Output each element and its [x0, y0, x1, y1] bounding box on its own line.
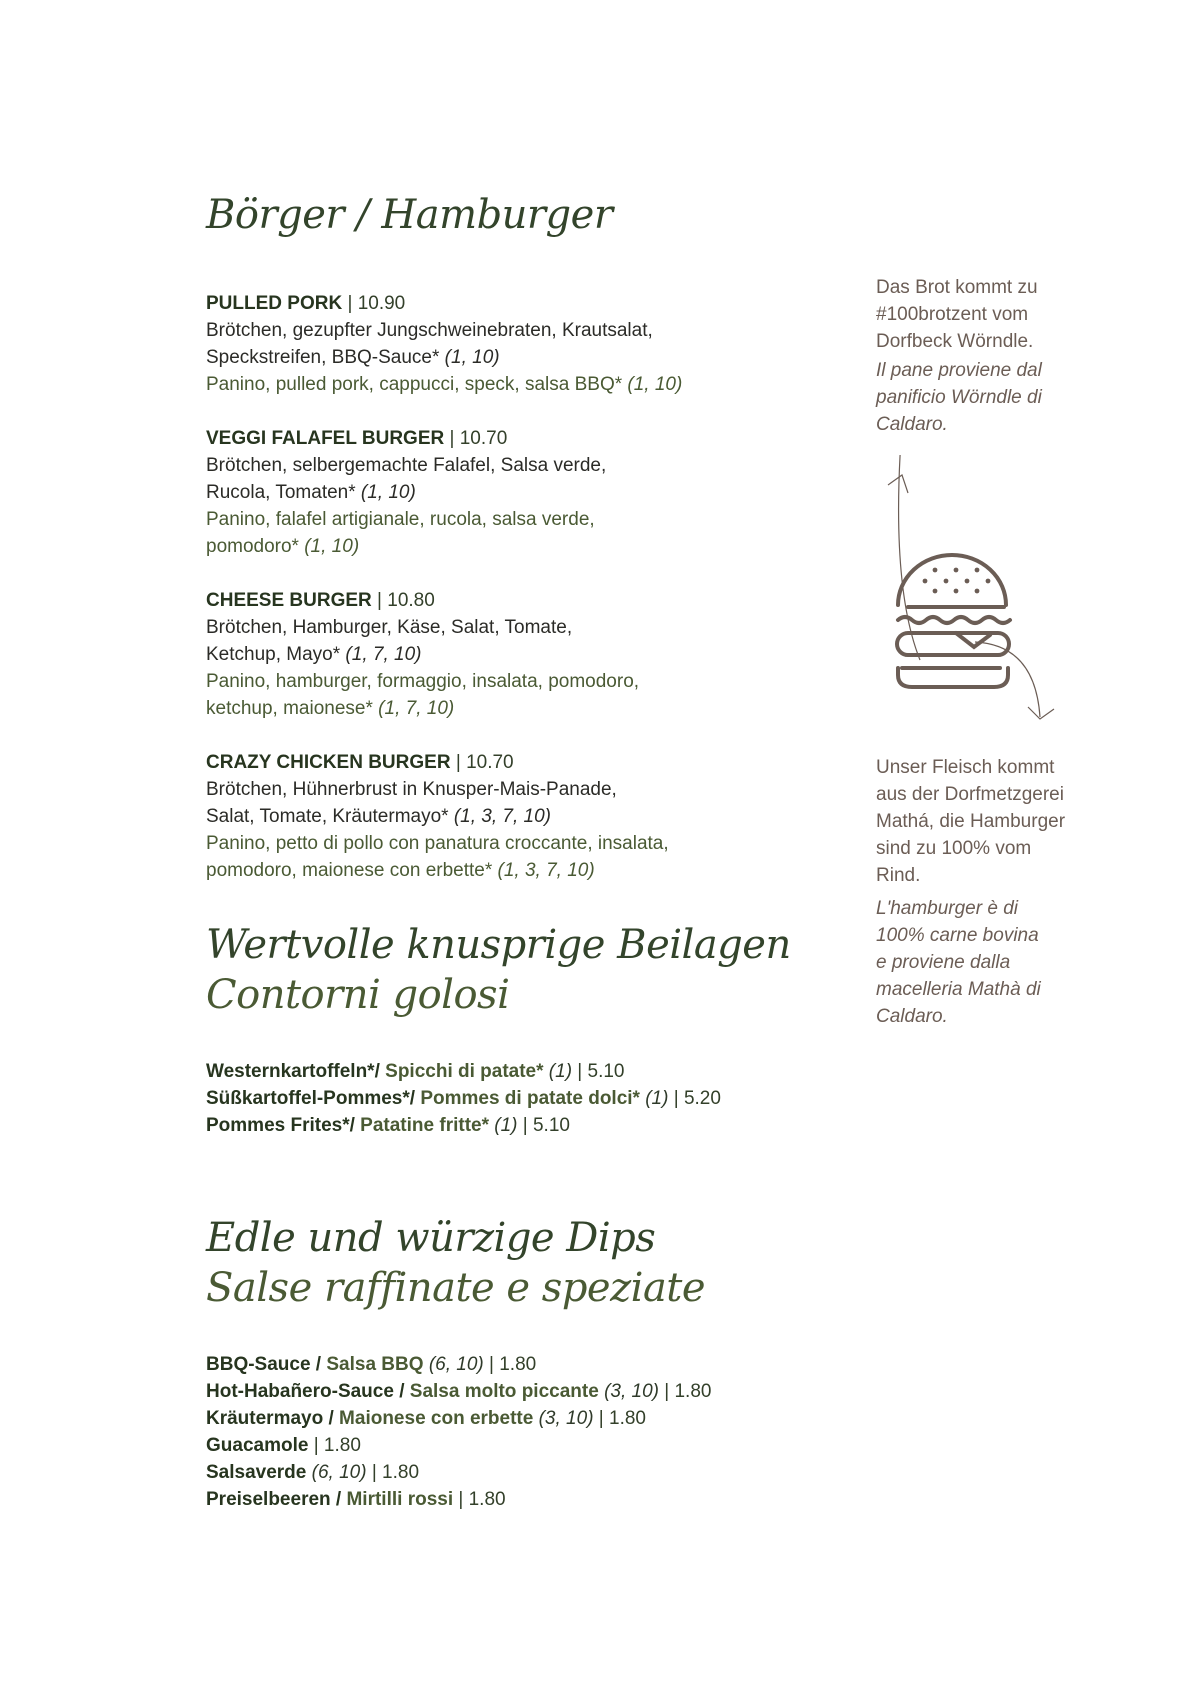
item-price: 10.70 — [466, 752, 514, 773]
list-item — [206, 1405, 826, 1432]
allergen-codes: (1, 10) — [627, 374, 683, 395]
burger-list — [206, 290, 826, 884]
item-name-it: Salsa molto piccante — [409, 1381, 605, 1402]
desc-text: Rucola, Tomaten* — [206, 482, 361, 503]
allergen-codes: (1, 10) — [304, 536, 360, 557]
section-burgers — [206, 190, 826, 884]
note-text-it: 100% carne bovina — [876, 925, 1039, 946]
item-name-it: Patatine fritte* — [360, 1115, 495, 1136]
item-name-de: Westernkartoffeln*/ — [206, 1061, 386, 1082]
note-text-de: aus der Dorfmetzgerei — [876, 784, 1064, 805]
note-text-it: panificio Wörndle di — [876, 387, 1042, 408]
menu-item-cheese-burger — [206, 587, 826, 722]
note-text-it: L'hamburger è di — [876, 898, 1018, 919]
item-name: CHEESE BURGER — [206, 590, 372, 611]
description-it — [206, 830, 826, 857]
note-text-de: Rind. — [876, 865, 921, 886]
burger-icon — [897, 555, 1010, 687]
item-header — [206, 587, 826, 614]
list-item — [206, 1112, 826, 1139]
desc-text: ketchup, maionese* — [206, 698, 379, 719]
allergen-codes: (3, 10) — [538, 1408, 594, 1429]
description-de — [206, 776, 826, 803]
separator: | — [371, 590, 388, 611]
item-name-it: Spicchi di patate* — [385, 1061, 549, 1082]
item-name-de: Guacamole — [206, 1435, 309, 1456]
note-text-de: Mathá, die Hamburger — [876, 811, 1066, 832]
description-it — [206, 668, 826, 695]
description-it — [206, 857, 826, 884]
item-header — [206, 425, 826, 452]
note-text-de: sind zu 100% vom — [876, 838, 1032, 859]
item-name-de: Hot-Habañero-Sauce / — [206, 1381, 410, 1402]
description-it — [206, 371, 826, 398]
note-text-de: Dorfbeck Wörndle. — [876, 331, 1034, 352]
section-dips — [206, 1213, 826, 1513]
allergen-codes: (1, 3, 7, 10) — [453, 806, 551, 827]
note-text-it: Caldaro. — [876, 1006, 948, 1027]
item-name-de: Pommes Frites*/ — [206, 1115, 361, 1136]
item-price: | 5.10 — [572, 1061, 625, 1082]
allergen-codes: (6, 10) — [428, 1354, 484, 1375]
item-name-de: Kräutermayo / — [206, 1408, 340, 1429]
item-header — [206, 290, 826, 317]
menu-item-pulled-pork — [206, 290, 826, 398]
arrow-up-icon — [888, 455, 920, 660]
desc-text: Panino, hamburger, formaggio, insalata, pomodoro, — [206, 671, 640, 692]
allergen-codes: (1, 10) — [360, 482, 416, 503]
desc-text: Panino, pulled pork, cappucci, speck, salsa BBQ* — [206, 374, 628, 395]
item-name-it: Pommes di patate dolci* — [420, 1088, 646, 1109]
note-meat — [876, 754, 1106, 1030]
item-price: | 1.80 — [308, 1435, 361, 1456]
allergen-codes: (1, 10) — [444, 347, 500, 368]
section-title-dips-de: Edle und würzige Dips — [206, 1215, 656, 1261]
item-name: PULLED PORK — [206, 293, 343, 314]
section-title-dips-it: Salse raffinate e speziate — [206, 1265, 706, 1311]
allergen-codes: (1, 7, 10) — [378, 698, 455, 719]
item-name-it: Mirtilli rossi — [346, 1489, 454, 1510]
description-de — [206, 317, 826, 344]
list-item — [206, 1085, 826, 1112]
note-text-de: #100brotzent vom — [876, 304, 1029, 325]
dips-list — [206, 1351, 826, 1513]
description-de — [206, 641, 826, 668]
section-sides — [206, 920, 826, 1139]
desc-text: Speckstreifen, BBQ-Sauce* — [206, 347, 445, 368]
separator: | — [450, 752, 467, 773]
item-name-de: BBQ-Sauce / — [206, 1354, 327, 1375]
separator: | — [444, 428, 460, 449]
desc-text: Panino, petto di pollo con panatura croccante, insalata, — [206, 833, 669, 854]
list-item — [206, 1486, 826, 1513]
desc-text: Brötchen, selbergemachte Falafel, Salsa verde, — [206, 455, 607, 476]
allergen-codes: (1, 3, 7, 10) — [497, 860, 595, 881]
section-title-burgers: Börger / Hamburger — [206, 192, 613, 238]
description-de — [206, 479, 826, 506]
note-text-it: Il pane proviene dal — [876, 360, 1042, 381]
item-price: 10.90 — [357, 293, 406, 314]
separator: | — [342, 293, 358, 314]
desc-text: Salat, Tomate, Kräutermayo* — [206, 806, 454, 827]
list-item — [206, 1432, 826, 1459]
item-price: | 1.80 — [366, 1462, 420, 1483]
description-de — [206, 344, 826, 371]
item-price: 10.70 — [459, 428, 508, 449]
item-price: 10.80 — [387, 590, 435, 611]
desc-text: pomodoro, maionese con erbette* — [206, 860, 498, 881]
list-item — [206, 1058, 826, 1085]
list-item — [206, 1459, 826, 1486]
desc-text: Brötchen, Hamburger, Käse, Salat, Tomate, — [206, 617, 573, 638]
item-name-it: Maionese con erbette — [339, 1408, 539, 1429]
item-price: | 1.80 — [483, 1354, 537, 1375]
description-it — [206, 506, 826, 533]
item-price: | 1.80 — [658, 1381, 712, 1402]
note-text-de: Unser Fleisch kommt — [876, 757, 1055, 778]
note-text-it: e proviene dalla — [876, 952, 1011, 973]
description-de — [206, 803, 826, 830]
menu-item-veggi-falafel-burger — [206, 425, 826, 560]
description-it — [206, 695, 826, 722]
allergen-codes: (1) — [548, 1061, 573, 1082]
item-price: | 5.10 — [517, 1115, 570, 1136]
desc-text: Brötchen, Hühnerbrust in Knusper-Mais-Panade, — [206, 779, 617, 800]
main-column — [206, 190, 826, 1513]
allergen-codes: (1) — [494, 1115, 518, 1136]
description-de — [206, 614, 826, 641]
item-name-de: Preiselbeeren / — [206, 1489, 347, 1510]
section-title-sides-it: Contorni golosi — [206, 972, 510, 1018]
item-name: VEGGI FALAFEL BURGER — [206, 428, 445, 449]
list-item — [206, 1351, 826, 1378]
list-item — [206, 1378, 826, 1405]
item-price: | 1.80 — [453, 1489, 506, 1510]
item-name-it: Salsa BBQ — [326, 1354, 429, 1375]
desc-text: Brötchen, gezupfter Jungschweinebraten, Krautsalat, — [206, 320, 653, 341]
sides-list — [206, 1058, 826, 1139]
description-de — [206, 452, 826, 479]
allergen-codes: (6, 10) — [311, 1462, 367, 1483]
item-price: | 5.20 — [668, 1088, 721, 1109]
burger-illustration — [870, 455, 1090, 735]
item-header — [206, 749, 826, 776]
description-it — [206, 533, 826, 560]
item-name: CRAZY CHICKEN BURGER — [206, 752, 451, 773]
allergen-codes: (1, 7, 10) — [345, 644, 422, 665]
desc-text: Ketchup, Mayo* — [206, 644, 346, 665]
note-bread — [876, 274, 1106, 438]
allergen-codes: (3, 10) — [604, 1381, 659, 1402]
desc-text: Panino, falafel artigianale, rucola, salsa verde, — [206, 509, 595, 530]
note-text-de: Das Brot kommt zu — [876, 277, 1038, 298]
item-price: | 1.80 — [593, 1408, 647, 1429]
allergen-codes: (1) — [645, 1088, 669, 1109]
note-text-it: macelleria Mathà di — [876, 979, 1041, 1000]
note-text-it: Caldaro. — [876, 414, 948, 435]
item-name-de: Salsaverde — [206, 1462, 312, 1483]
item-name-de: Süßkartoffel-Pommes*/ — [206, 1088, 421, 1109]
section-title-sides-de: Wertvolle knusprige Beilagen — [206, 922, 791, 968]
desc-text: pomodoro* — [206, 536, 305, 557]
menu-item-crazy-chicken-burger — [206, 749, 826, 884]
